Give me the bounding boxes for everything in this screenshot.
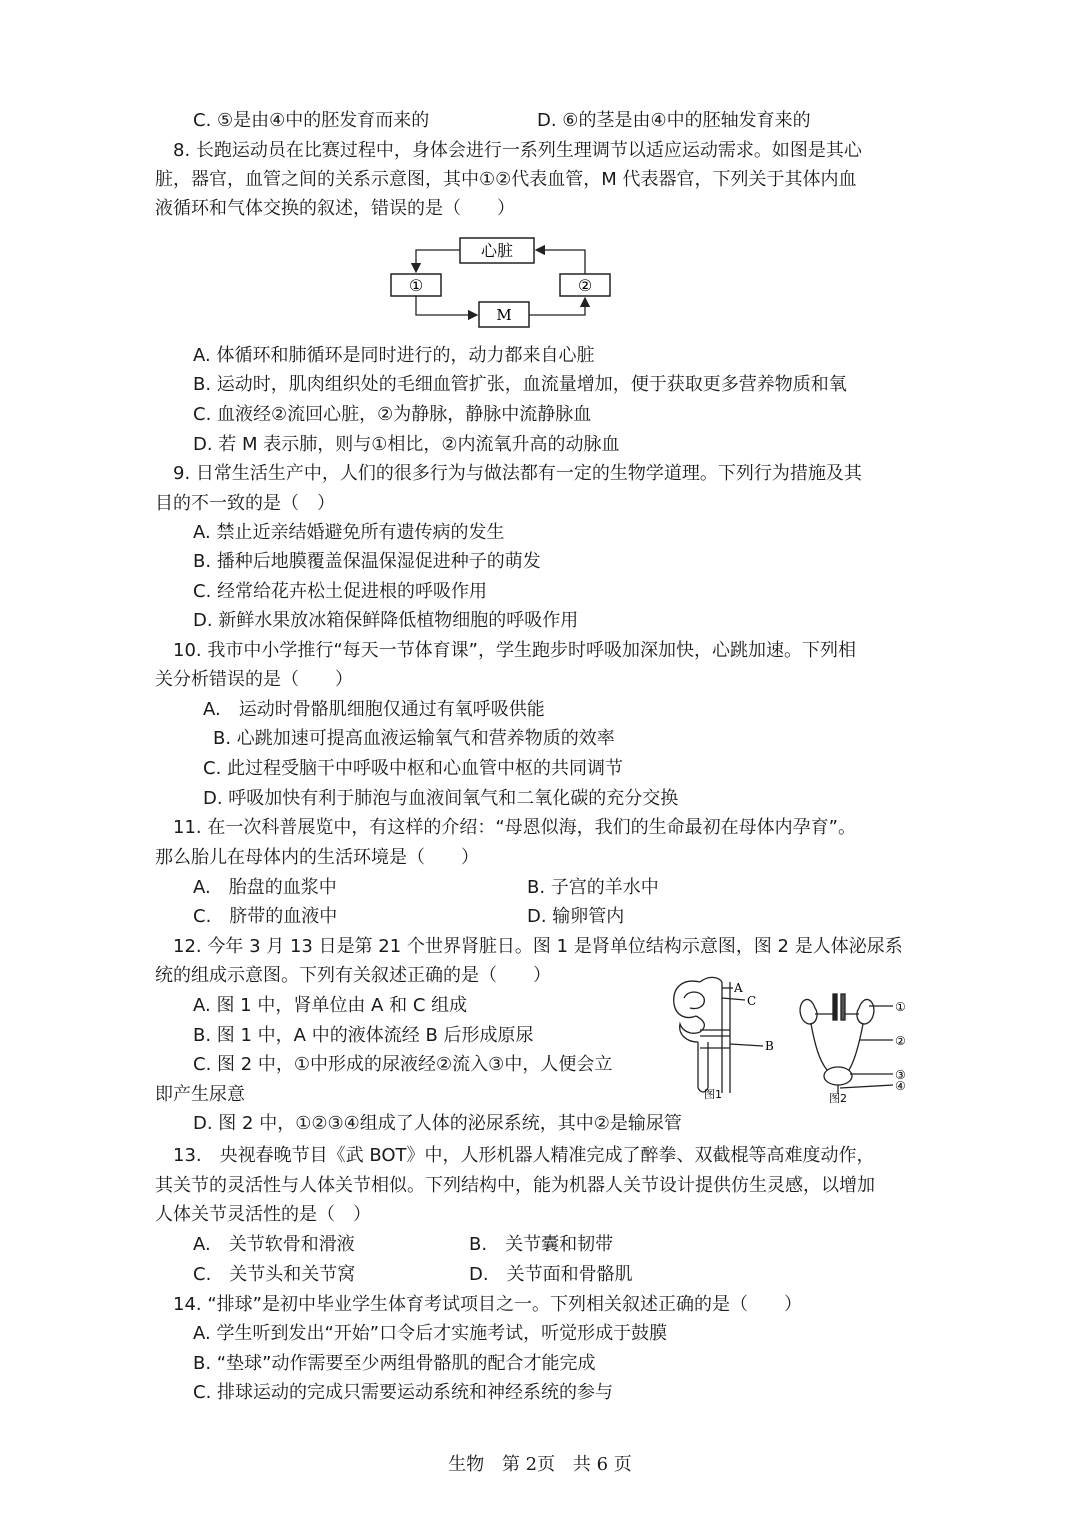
q11-stem-line-2: 那么胎儿在母体内的生活环境是（ ） [155, 847, 479, 868]
bladder [824, 1067, 852, 1085]
q8-option-a: A. 体循环和肺循环是同时进行的，动力都来自心脏 [193, 345, 595, 366]
label-a: A [734, 981, 743, 995]
footer-page-number: 第 2页 [501, 1454, 556, 1475]
left-ureter [811, 1024, 827, 1070]
vessel-2-label: ② [577, 276, 593, 295]
q9-stem-line-1: 9. 日常生活生产中，人们的很多行为与做法都有一定的生物学道理。下列行为措施及其 [173, 463, 862, 484]
arrow-heart-to-1 [416, 250, 460, 272]
q14-stem: 14. “排球”是初中毕业学生体育考试项目之一。下列相关叙述正确的是（ ） [173, 1294, 802, 1315]
q11-option-c: C. 脐带的血液中 [193, 906, 338, 927]
q8-stem-line-3: 液循环和气体交换的叙述，错误的是（ ） [155, 198, 515, 219]
q12-option-d: D. 图 2 中，①②③④组成了人体的泌尿系统，其中②是输尿管 [193, 1113, 682, 1134]
q14-option-b: B. “垫球”动作需要至少两组骨骼肌的配合才能完成 [193, 1353, 596, 1374]
q12-option-b: B. 图 1 中，A 中的液体流经 B 后形成原尿 [193, 1025, 534, 1046]
q9-option-a: A. 禁止近亲结婚避免所有遗传病的发生 [193, 522, 505, 543]
q13-option-c: C. 关节头和关节窝 [193, 1264, 356, 1285]
q13-stem-line-1: 13. 央视春晚节目《武 BOT》中，人形机器人精准完成了醉拳、双截棍等高难度动作， [173, 1145, 875, 1166]
heart-label: 心脏 [480, 241, 514, 260]
aorta [833, 994, 837, 1020]
footer-total-pages: 共 6 页 [572, 1454, 632, 1475]
convoluted-tubule [680, 1016, 705, 1042]
label-1: ① [895, 1000, 906, 1014]
nephron-figure [660, 968, 790, 1103]
q7-option-d: D. ⑥的茎是由④中的胚轴发育来的 [537, 110, 811, 131]
q9-option-b: B. 播种后地膜覆盖保温保湿促进种子的萌发 [193, 551, 541, 572]
label-2: ② [895, 1034, 906, 1048]
q10-option-a: A. 运动时骨骼肌细胞仅通过有氧呼吸供能 [203, 699, 545, 720]
footer-subject: 生物 [448, 1454, 485, 1475]
q10-option-b: B. 心跳加速可提高血液运输氧气和营养物质的效率 [213, 728, 615, 749]
q13-stem-line-3: 人体关节灵活性的是（ ） [155, 1204, 371, 1225]
q12-stem-line-1: 12. 今年 3 月 13 日是第 21 个世界肾脏日。图 1 是肾单位结构示意图，图 2 是人体泌尿系 [173, 936, 903, 957]
q7-option-c: C. ⑤是由④中的胚发育而来的 [193, 110, 430, 131]
pointer-4 [840, 1085, 893, 1088]
q9-option-d: D. 新鲜水果放冰箱保鲜降低植物细胞的呼吸作用 [193, 610, 579, 631]
urinary-system-figure [795, 990, 915, 1105]
right-kidney [857, 999, 874, 1024]
capsule-outline [674, 981, 700, 1017]
q12-option-a: A. 图 1 中，肾单位由 A 和 C 组成 [193, 995, 468, 1016]
q14-option-a: A. 学生听到发出“开始”口令后才实施考试，听觉形成于鼓膜 [193, 1323, 668, 1344]
q12-stem-line-2: 统的组成示意图。下列有关叙述正确的是（ ） [155, 965, 551, 986]
q11-option-d: D. 输卵管内 [527, 906, 625, 927]
q12-option-c-line-2: 即产生尿意 [155, 1084, 245, 1105]
q14-option-c: C. 排球运动的完成只需要运动系统和神经系统的参与 [193, 1382, 614, 1403]
q11-option-b: B. 子宫的羊水中 [527, 877, 659, 898]
organ-m-label: M [496, 306, 512, 324]
loop-of-henle [698, 1042, 708, 1092]
page-footer [0, 1450, 1080, 1476]
q8-option-b: B. 运动时，肌肉组织处的毛细血管扩张，血流量增加，便于获取更多营养物质和氧 [193, 374, 847, 395]
q10-option-d: D. 呼吸加快有利于肺泡与血液间氧气和二氧化碳的充分交换 [203, 788, 679, 809]
q9-option-c: C. 经常给花卉松土促进根的呼吸作用 [193, 581, 488, 602]
label-c: C [747, 994, 757, 1008]
arrow-m-to-2 [529, 298, 585, 315]
left-kidney [800, 999, 817, 1024]
right-ureter [849, 1024, 863, 1070]
q8-stem-line-1: 8. 长跑运动员在比赛过程中，身体会进行一系列生理调节以适应运动需求。如图是其心 [173, 140, 862, 161]
arrow-2-to-heart [536, 250, 585, 274]
q8-stem-line-2: 脏，器官，血管之间的关系示意图，其中①②代表血管，M 代表器官，下列关于其体内血 [155, 169, 857, 190]
q10-stem-line-2: 关分析错误的是（ ） [155, 669, 353, 690]
glomerulus [684, 992, 704, 1009]
pointer-b [730, 1044, 763, 1046]
q12-option-c-line-1: C. 图 2 中，①中形成的尿液经②流入③中，人便会立 [193, 1054, 613, 1075]
q10-stem-line-1: 10. 我市中小学推行“每天一节体育课”，学生跑步时呼吸加深加快，心跳加速。下列相 [173, 640, 856, 661]
q11-stem-line-1: 11. 在一次科普展览中，有这样的介绍：“母恩似海，我们的生命最初在母体内孕育”。 [173, 817, 856, 838]
afferent-vessel [700, 977, 722, 982]
figure-1-caption: 图1 [704, 1088, 722, 1101]
q11-option-a: A. 胎盘的血浆中 [193, 877, 337, 898]
q13-option-a: A. 关节软骨和滑液 [193, 1234, 355, 1255]
q10-option-c: C. 此过程受脑干中呼吸中枢和心血管中枢的共同调节 [203, 758, 624, 779]
label-b: B [765, 1039, 774, 1053]
q8-option-d: D. 若 M 表示肺，则与①相比，②内流氧升高的动脉血 [193, 434, 620, 455]
pointer-c [722, 998, 745, 1000]
figure-2-caption: 图2 [829, 1092, 847, 1105]
label-4: ④ [895, 1079, 906, 1093]
vessel-1-label: ① [408, 276, 424, 295]
vena-cava [841, 994, 845, 1020]
q9-stem-line-2: 目的不一致的是（ ） [155, 493, 335, 514]
q13-stem-line-2: 其关节的灵活性与人体关节相似。下列结构中，能为机器人关节设计提供仿生灵感，以增加 [155, 1175, 875, 1196]
circulation-diagram [385, 232, 615, 332]
q13-option-b: B. 关节囊和韧带 [469, 1234, 614, 1255]
q8-option-c: C. 血液经②流回心脏，②为静脉，静脉中流静脉血 [193, 404, 592, 425]
arrow-1-to-m [416, 296, 477, 315]
q13-option-d: D. 关节面和骨骼肌 [469, 1264, 633, 1285]
label-3: ③ [895, 1068, 906, 1082]
